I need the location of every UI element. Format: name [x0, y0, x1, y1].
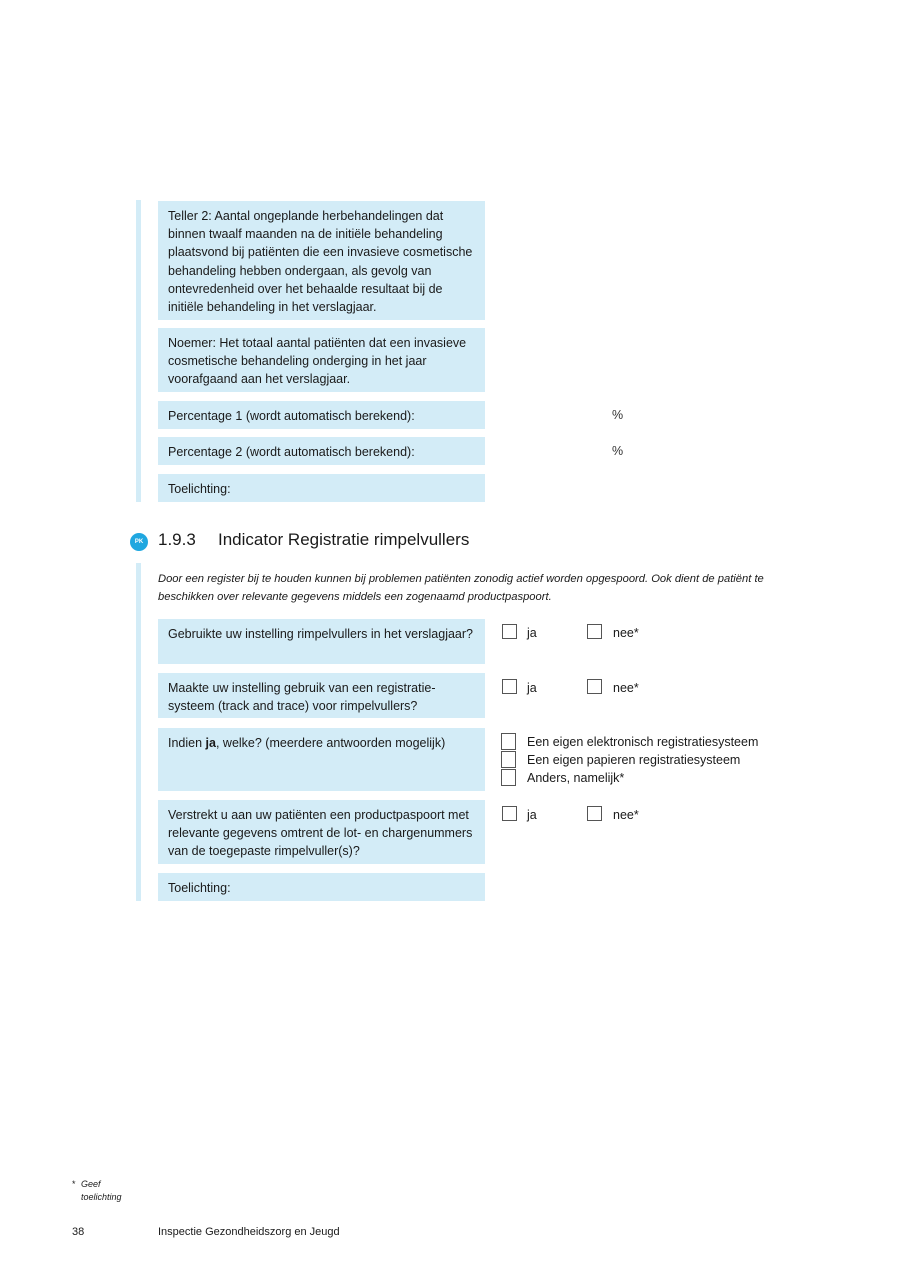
- question-text: Verstrekt u aan uw patiënten een productpaspoort met relevante gegevens omtrent de lot- en chargenummers van de toegepaste rimpelvuller(s)?: [168, 808, 473, 859]
- question-registration-system: [158, 673, 485, 718]
- question-prefix: Indien: [168, 736, 206, 750]
- section-title: Indicator Registratie rimpelvullers: [218, 530, 470, 549]
- question-text: Maakte uw instelling gebruik van een registratie-systeem (track and trace) voor rimpelvullers?: [168, 681, 436, 714]
- question-productpaspoort: [158, 800, 485, 864]
- q3-paper-label: Een eigen papieren registratiesysteem: [527, 753, 741, 767]
- q3-other-label: Anders, namelijk*: [527, 771, 625, 785]
- section-bar: [136, 563, 141, 901]
- q2-nee-label: nee*: [613, 681, 639, 695]
- toelichting-cell[interactable]: [158, 873, 485, 901]
- footnote-line-1: Geef: [81, 1179, 101, 1189]
- toelichting-label-top: Toelichting:: [168, 482, 231, 496]
- q1-ja-label: ja: [527, 626, 537, 640]
- question-bold: ja: [205, 736, 216, 750]
- toelichting-label: Toelichting:: [168, 881, 231, 895]
- section-bar-top: [136, 200, 141, 502]
- q4-ja-label: ja: [527, 808, 537, 822]
- question-text: Gebruikte uw instelling rimpelvullers in het verslagjaar?: [168, 627, 473, 641]
- section-number: 1.9.3: [158, 530, 196, 549]
- teller-2-text: Teller 2: Aantal ongeplande herbehandelingen dat binnen twaalf maanden na de initiële behandeling plaatsvond bij patiënten die een invasieve cosmetische behandeling hebben ondergaan, als gevolg van ontevredenheid over het behaalde resultaat bij de initiële behandeling in het verslagjaar.: [168, 209, 473, 315]
- percentage-2-unit: %: [612, 444, 624, 458]
- q3-electronic-label: Een eigen elektronisch registratiesysteem: [527, 735, 759, 749]
- section-intro: Door een register bij te houden kunnen bij problemen patiënten zonodig actief worden opgespoord. Ook dient de patiënt te beschikken over relevante gegevens middels een zogenaamd productpaspoort.: [158, 573, 764, 603]
- percentage-1-label: Percentage 1 (wordt automatisch berekend):: [168, 409, 415, 423]
- q3-paper-checkbox[interactable]: [501, 751, 516, 768]
- noemer-text: Noemer: Het totaal aantal patiënten dat een invasieve cosmetische behandeling onderging in het jaar voorafgaand aan het verslagjaar.: [168, 336, 467, 387]
- toelichting-cell-top[interactable]: [158, 474, 485, 502]
- page-number: 38: [72, 1226, 85, 1238]
- q4-nee-label: nee*: [613, 808, 639, 822]
- percentage-2-label: Percentage 2 (wordt automatisch berekend):: [168, 445, 415, 459]
- noemer-cell: [158, 328, 485, 392]
- percentage-2-cell: [158, 437, 485, 465]
- footnote-mark: *: [72, 1179, 76, 1189]
- teller-2-cell: [158, 201, 485, 320]
- question-suffix: , welke? (meerdere antwoorden mogelijk): [215, 736, 446, 750]
- percentage-1-unit: %: [612, 408, 624, 422]
- q4-ja-checkbox[interactable]: [502, 806, 517, 821]
- question-rimpelvullers-used: [158, 619, 485, 664]
- footnote-line-2: toelichting: [81, 1192, 122, 1202]
- q1-nee-label: nee*: [613, 626, 639, 640]
- q2-nee-checkbox[interactable]: [587, 679, 602, 694]
- q1-nee-checkbox[interactable]: [587, 624, 602, 639]
- q3-electronic-checkbox[interactable]: [501, 733, 516, 750]
- q2-ja-label: ja: [527, 681, 537, 695]
- q2-ja-checkbox[interactable]: [502, 679, 517, 694]
- pk-badge-icon: PK: [130, 533, 148, 551]
- q4-nee-checkbox[interactable]: [587, 806, 602, 821]
- q3-other-checkbox[interactable]: [501, 769, 516, 786]
- percentage-1-cell: [158, 401, 485, 429]
- question-which-system: [158, 728, 485, 791]
- publisher-name: Inspectie Gezondheidszorg en Jeugd: [158, 1226, 340, 1238]
- q1-ja-checkbox[interactable]: [502, 624, 517, 639]
